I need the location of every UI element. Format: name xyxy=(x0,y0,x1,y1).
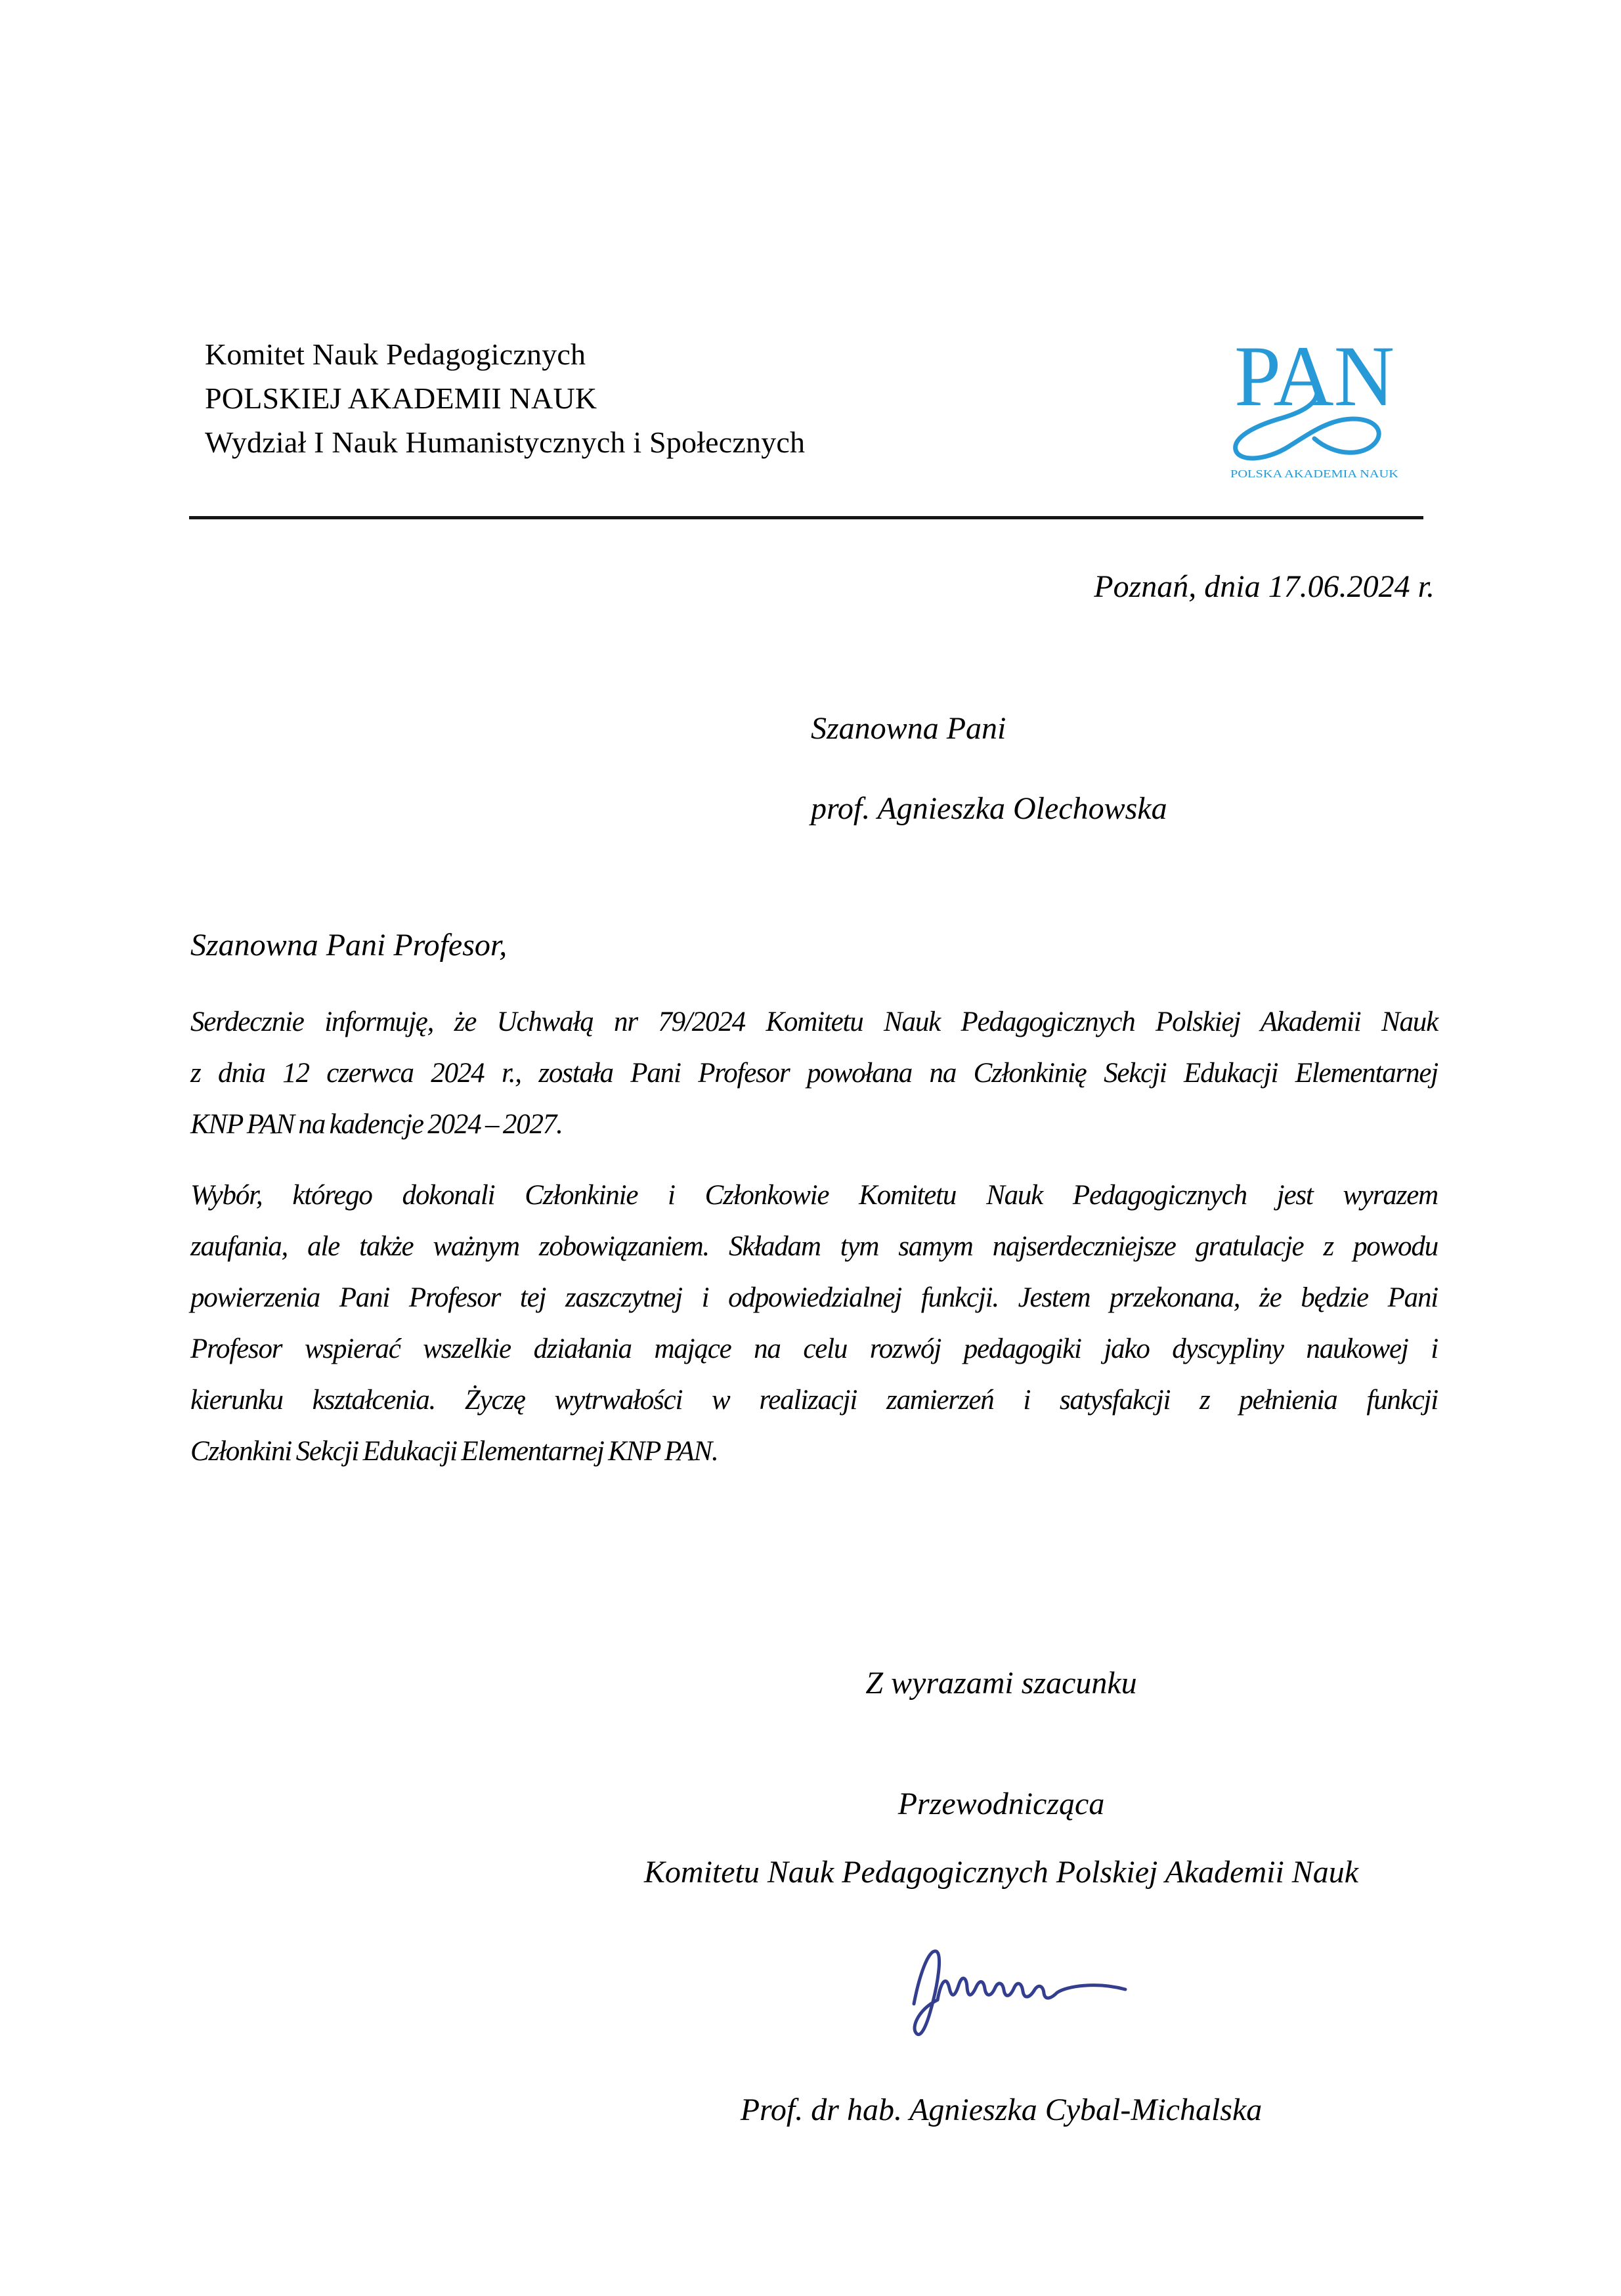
signer-role: Przewodnicząca xyxy=(897,1787,1105,1821)
addressee-block xyxy=(811,710,1167,827)
body-paragraph-2 xyxy=(190,1170,1438,1477)
pan-logo-acronym: PAN xyxy=(1234,332,1394,424)
addressee-name: prof. Agnieszka Olechowska xyxy=(811,791,1167,826)
paragraph-line: Profesor wspierać wszelkie działania mające na celu rozwój pedagogiki jako dyscypliny naukowej i xyxy=(190,1333,1438,1364)
header-divider-rule xyxy=(189,516,1423,519)
signer-name: Prof. dr hab. Agnieszka Cybal-Michalska xyxy=(740,2092,1263,2127)
letterhead-line-committee: Komitet Nauk Pedagogicznych xyxy=(205,337,586,371)
paragraph-line: z dnia 12 czerwca 2024 r., została Pani Profesor powołana na Członkinię Sekcji Edukacji Elementarnej xyxy=(190,1058,1438,1089)
letterhead-line-faculty: Wydział I Nauk Humanistycznych i Społecznych xyxy=(205,425,806,459)
valediction: Z wyrazami szacunku xyxy=(865,1666,1137,1700)
paragraph-line: Serdecznie informuję, że Uchwałą nr 79/2024 Komitetu Nauk Pedagogicznych Polskiej Akademii Nauk xyxy=(190,1007,1438,1037)
pan-logo-caption: POLSKA AKADEMIA NAUK xyxy=(1230,467,1399,480)
addressee-greeting: Szanowna Pani xyxy=(811,711,1006,746)
date-line: Poznań, dnia 17.06.2024 r. xyxy=(1094,569,1435,604)
paragraph-line: Członkini Sekcji Edukacji Elementarnej KNP PAN. xyxy=(190,1436,718,1467)
paragraph-line: Wybór, którego dokonali Członkinie i Członkowie Komitetu Nauk Pedagogicznych jest wyrazem xyxy=(190,1180,1438,1211)
pan-logo xyxy=(1216,332,1413,486)
letterhead xyxy=(205,332,805,464)
paragraph-line: KNP PAN na kadencje 2024 – 2027. xyxy=(190,1109,563,1140)
paragraph-line: kierunku kształcenia. Życzę wytrwałości w realizacji zamierzeń i satysfakcji z pełnienia funkcji xyxy=(190,1385,1438,1416)
body-paragraph-1 xyxy=(190,997,1438,1150)
closing-block xyxy=(433,1665,1569,1891)
salutation: Szanowna Pani Profesor, xyxy=(190,928,508,963)
signature-ink-strokes xyxy=(914,1951,1125,2035)
letterhead-line-academy: POLSKIEJ AKADEMII NAUK xyxy=(205,381,597,415)
paragraph-line: powierzenia Pani Profesor tej zaszczytnej i odpowiedzialnej funkcji. Jestem przekonana, że będzie Pani xyxy=(190,1282,1438,1313)
paragraph-line: zaufania, ale także ważnym zobowiązaniem. Składam tym samym najserdeczniejsze gratulacje z powodu xyxy=(190,1231,1438,1262)
signer-organization: Komitetu Nauk Pedagogicznych Polskiej Akademii Nauk xyxy=(643,1855,1359,1890)
signature-image xyxy=(899,1936,1142,2047)
